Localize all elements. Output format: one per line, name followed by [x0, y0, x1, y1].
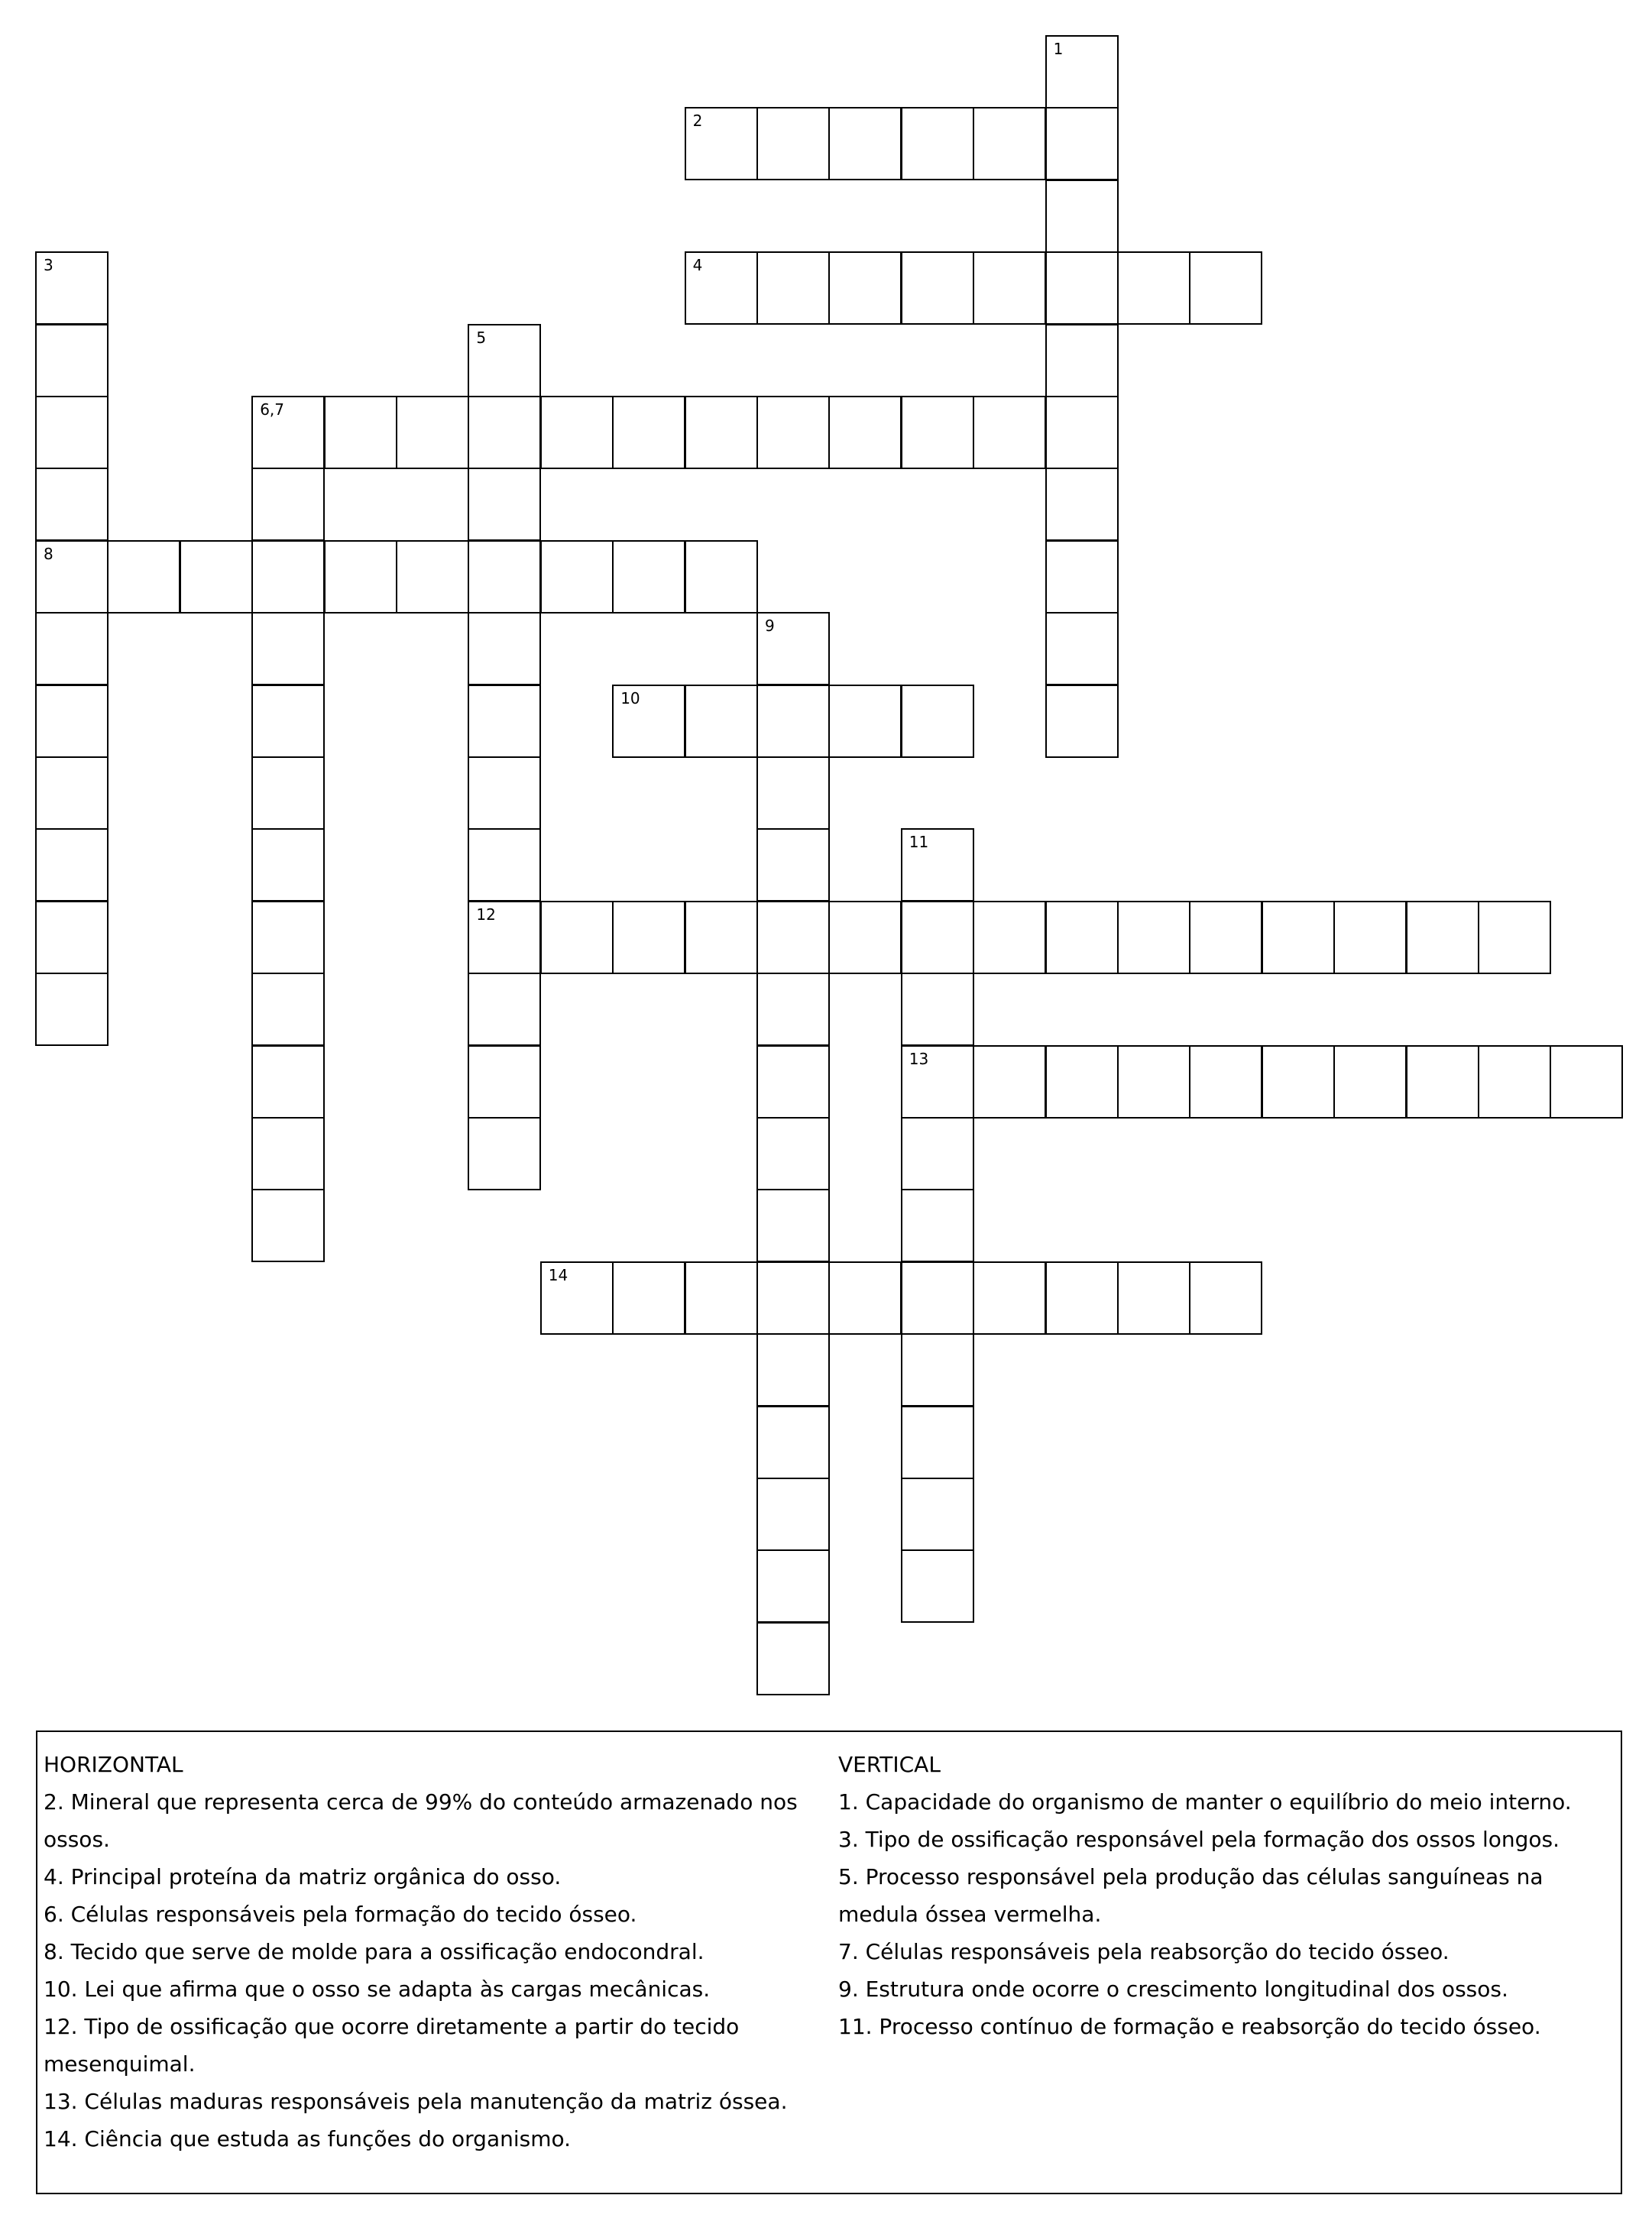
grid-cell-r12-c0[interactable] — [36, 902, 108, 973]
horizontal-clues — [44, 1746, 815, 2158]
clue-down-11: 11. Processo contínuo de formação e reabsorção do tecido ósseo. — [838, 2014, 1541, 2039]
grid-cell-r7-c1[interactable] — [108, 541, 180, 613]
grid-cell-r3-c13[interactable] — [973, 252, 1045, 324]
grid-cell-r12-c13[interactable] — [973, 902, 1045, 973]
grid-cell-r7-c8[interactable] — [613, 541, 685, 613]
grid-cell-r20-c12[interactable] — [902, 1478, 973, 1550]
grid-cell-r9-c3[interactable] — [252, 685, 324, 757]
grid-cell-r21-c10[interactable] — [757, 1550, 829, 1622]
clue-number-label: 12 — [476, 905, 496, 924]
grid-cell-r17-c12[interactable] — [902, 1262, 973, 1334]
clue-across-4: 4. Principal proteína da matriz orgânica do osso. — [44, 1864, 562, 1889]
grid-cell-r3-c10[interactable] — [757, 252, 829, 324]
grid-cell-r12-c15[interactable] — [1118, 902, 1190, 973]
grid-cell-r7-c4[interactable] — [325, 541, 397, 613]
grid-cell-r20-c10[interactable] — [757, 1478, 829, 1550]
grid-cell-r6-c14[interactable] — [1046, 468, 1118, 540]
grid-cell-r4-c0[interactable] — [36, 325, 108, 397]
grid-cell-r12-c20[interactable] — [1479, 902, 1550, 973]
grid-cell-r12-c19[interactable] — [1407, 902, 1479, 973]
grid-cell-r15-c3[interactable] — [252, 1118, 324, 1190]
grid-cell-r12-c16[interactable] — [1190, 902, 1262, 973]
grid-cell-r11-c0[interactable] — [36, 829, 108, 901]
grid-cell-r12-c18[interactable] — [1334, 902, 1406, 973]
grid-cell-r12-c11[interactable] — [829, 902, 901, 973]
grid-cell-r17-c15[interactable] — [1118, 1262, 1190, 1334]
grid-cell-r17-c16[interactable] — [1190, 1262, 1262, 1334]
grid-cell-r14-c21[interactable] — [1550, 1046, 1622, 1118]
grid-cell-r5-c11[interactable] — [829, 397, 901, 468]
clue-number-label: 14 — [548, 1265, 568, 1284]
grid-cell-r10-c0[interactable] — [36, 757, 108, 829]
grid-cell-r14-c13[interactable] — [973, 1046, 1045, 1118]
grid-cell-r5-c14[interactable] — [1046, 397, 1118, 468]
clue-across-10: 10. Lei que afirma que o osso se adapta às cargas mecânicas. — [44, 1977, 711, 2002]
grid-cell-r13-c6[interactable] — [468, 973, 540, 1045]
grid-cell-r7-c5[interactable] — [397, 541, 468, 613]
grid-cell-r1-c12[interactable] — [902, 108, 973, 180]
grid-cell-r1-c10[interactable] — [757, 108, 829, 180]
grid-cell-r21-c12[interactable] — [902, 1550, 973, 1622]
vertical-clues — [838, 1746, 1618, 2045]
grid-cell-r14-c14[interactable] — [1046, 1046, 1118, 1118]
grid-cell-r8-c6[interactable] — [468, 613, 540, 685]
clue-across-6: 6. Células responsáveis pela formação do tecido ósseo. — [44, 1902, 637, 1927]
grid-cell-r19-c10[interactable] — [757, 1407, 829, 1478]
clue-across-12: 12. Tipo de ossificação que ocorre diretamente a partir do tecido mesenquimal. — [44, 2014, 740, 2077]
grid-cell-r15-c12[interactable] — [902, 1118, 973, 1190]
grid-cell-r14-c10[interactable] — [757, 1046, 829, 1118]
grid-cell-r11-c3[interactable] — [252, 829, 324, 901]
grid-cell-r5-c9[interactable] — [685, 397, 757, 468]
grid-cell-r8-c3[interactable] — [252, 613, 324, 685]
clue-number-label: 1 — [1053, 40, 1064, 58]
grid-cell-r13-c0[interactable] — [36, 973, 108, 1045]
vertical-heading: VERTICAL — [838, 1752, 941, 1777]
grid-cell-r7-c14[interactable] — [1046, 541, 1118, 613]
grid-cell-r17-c10[interactable] — [757, 1262, 829, 1334]
grid-cell-r18-c10[interactable] — [757, 1334, 829, 1406]
grid-cell-r13-c3[interactable] — [252, 973, 324, 1045]
clue-across-14: 14. Ciência que estuda as funções do organismo. — [44, 2126, 572, 2151]
grid-cell-r12-c12[interactable] — [902, 902, 973, 973]
grid-cell-r12-c7[interactable] — [541, 902, 613, 973]
clue-number-label: 11 — [909, 833, 929, 852]
grid-cell-r16-c10[interactable] — [757, 1190, 829, 1261]
grid-cell-r12-c8[interactable] — [613, 902, 685, 973]
grid-cell-r3-c0[interactable] — [36, 252, 108, 324]
grid-cell-r6-c0[interactable] — [36, 468, 108, 540]
clue-down-5: 5. Processo responsável pela produção das células sanguíneas na medula óssea vermelha. — [838, 1864, 1543, 1927]
grid-cell-r3-c15[interactable] — [1118, 252, 1190, 324]
grid-cell-r11-c10[interactable] — [757, 829, 829, 901]
grid-cell-r16-c3[interactable] — [252, 1190, 324, 1261]
clue-down-3: 3. Tipo de ossificação responsável pela formação dos ossos longos. — [838, 1827, 1560, 1852]
grid-cell-r10-c3[interactable] — [252, 757, 324, 829]
grid-cell-r5-c7[interactable] — [541, 397, 613, 468]
grid-cell-r15-c10[interactable] — [757, 1118, 829, 1190]
grid-cell-r14-c19[interactable] — [1407, 1046, 1479, 1118]
grid-cell-r13-c10[interactable] — [757, 973, 829, 1045]
grid-cell-r6-c6[interactable] — [468, 468, 540, 540]
grid-cell-r9-c11[interactable] — [829, 685, 901, 757]
grid-cell-r10-c6[interactable] — [468, 757, 540, 829]
grid-cell-r17-c13[interactable] — [973, 1262, 1045, 1334]
grid-cell-r11-c12[interactable] — [902, 829, 973, 901]
grid-cell-r7-c2[interactable] — [180, 541, 252, 613]
grid-cell-r5-c8[interactable] — [613, 397, 685, 468]
grid-cell-r12-c6[interactable] — [468, 902, 540, 973]
grid-cell-r4-c6[interactable] — [468, 325, 540, 397]
grid-cell-r13-c12[interactable] — [902, 973, 973, 1045]
clue-number-label: 9 — [765, 617, 775, 636]
grid-cell-r11-c6[interactable] — [468, 829, 540, 901]
grid-cell-r6-c3[interactable] — [252, 468, 324, 540]
grid-cell-r7-c9[interactable] — [685, 541, 757, 613]
grid-cell-r14-c17[interactable] — [1262, 1046, 1334, 1118]
grid-cell-r8-c10[interactable] — [757, 613, 829, 685]
grid-cell-r5-c4[interactable] — [325, 397, 397, 468]
grid-cell-r12-c10[interactable] — [757, 902, 829, 973]
grid-cell-r5-c12[interactable] — [902, 397, 973, 468]
grid-cell-r7-c3[interactable] — [252, 541, 324, 613]
grid-cell-r9-c10[interactable] — [757, 685, 829, 757]
clue-number-label: 8 — [44, 544, 53, 563]
clue-number-label: 4 — [692, 256, 703, 275]
clue-across-13: 13. Células maduras responsáveis pela manutenção da matriz óssea. — [44, 2089, 788, 2114]
grid-cell-r9-c12[interactable] — [902, 685, 973, 757]
clue-across-2: 2. Mineral que representa cerca de 99% do conteúdo armazenado nos ossos. — [44, 1789, 798, 1852]
grid-cell-r17-c14[interactable] — [1046, 1262, 1118, 1334]
grid-cell-r4-c14[interactable] — [1046, 325, 1118, 397]
grid-cell-r8-c0[interactable] — [36, 613, 108, 685]
grid-cell-r3-c14[interactable] — [1046, 252, 1118, 324]
grid-cell-r17-c8[interactable] — [613, 1262, 685, 1334]
grid-cell-r10-c10[interactable] — [757, 757, 829, 829]
clue-down-1: 1. Capacidade do organismo de manter o equilíbrio do meio interno. — [838, 1789, 1572, 1815]
clue-across-8: 8. Tecido que serve de molde para a ossificação endocondral. — [44, 1939, 705, 1964]
clue-down-9: 9. Estrutura onde ocorre o crescimento longitudinal dos ossos. — [838, 1977, 1508, 2002]
grid-cell-r3-c12[interactable] — [902, 252, 973, 324]
grid-cell-r9-c8[interactable] — [613, 685, 685, 757]
grid-cell-r1-c9[interactable] — [685, 108, 757, 180]
grid-cell-r5-c10[interactable] — [757, 397, 829, 468]
grid-cell-r1-c14[interactable] — [1046, 108, 1118, 180]
grid-cell-r14-c20[interactable] — [1479, 1046, 1550, 1118]
grid-cell-r7-c0[interactable] — [36, 541, 108, 613]
clue-number-label: 5 — [476, 328, 487, 347]
grid-cell-r14-c15[interactable] — [1118, 1046, 1190, 1118]
grid-cell-r17-c11[interactable] — [829, 1262, 901, 1334]
horizontal-heading: HORIZONTAL — [44, 1752, 183, 1777]
clue-number-label: 3 — [44, 256, 53, 275]
grid-cell-r22-c10[interactable] — [757, 1623, 829, 1695]
grid-cell-r12-c9[interactable] — [685, 902, 757, 973]
grid-cell-r15-c6[interactable] — [468, 1118, 540, 1190]
grid-cell-r14-c12[interactable] — [902, 1046, 973, 1118]
grid-cell-r1-c11[interactable] — [829, 108, 901, 180]
grid-cell-r3-c11[interactable] — [829, 252, 901, 324]
grid-cell-r3-c9[interactable] — [685, 252, 757, 324]
grid-cell-r0-c14[interactable] — [1046, 36, 1118, 108]
grid-cell-r14-c18[interactable] — [1334, 1046, 1406, 1118]
grid-cell-r8-c14[interactable] — [1046, 613, 1118, 685]
clue-number-label: 2 — [692, 112, 703, 131]
grid-cell-r7-c7[interactable] — [541, 541, 613, 613]
grid-cell-r5-c3[interactable] — [252, 397, 324, 468]
grid-cell-r14-c16[interactable] — [1190, 1046, 1262, 1118]
grid-cell-r14-c3[interactable] — [252, 1046, 324, 1118]
grid-cell-r17-c9[interactable] — [685, 1262, 757, 1334]
grid-cell-r5-c0[interactable] — [36, 397, 108, 468]
grid-cell-r5-c6[interactable] — [468, 397, 540, 468]
grid-cell-r1-c13[interactable] — [973, 108, 1045, 180]
clue-box — [36, 1731, 1622, 2194]
grid-cell-r17-c7[interactable] — [541, 1262, 613, 1334]
grid-cell-r9-c9[interactable] — [685, 685, 757, 757]
clue-number-label: 13 — [909, 1049, 929, 1068]
clue-number-label: 6,7 — [260, 400, 284, 419]
grid-cell-r12-c17[interactable] — [1262, 902, 1334, 973]
grid-cell-r18-c12[interactable] — [902, 1334, 973, 1406]
clue-number-label: 10 — [620, 688, 640, 707]
grid-cell-r9-c0[interactable] — [36, 685, 108, 757]
grid-cell-r9-c14[interactable] — [1046, 685, 1118, 757]
grid-cell-r3-c16[interactable] — [1190, 252, 1262, 324]
grid-cell-r16-c12[interactable] — [902, 1190, 973, 1261]
grid-cell-r9-c6[interactable] — [468, 685, 540, 757]
grid-cell-r19-c12[interactable] — [902, 1407, 973, 1478]
grid-cell-r5-c13[interactable] — [973, 397, 1045, 468]
grid-cell-r12-c3[interactable] — [252, 902, 324, 973]
grid-cell-r7-c6[interactable] — [468, 541, 540, 613]
clue-down-7: 7. Células responsáveis pela reabsorção do tecido ósseo. — [838, 1939, 1450, 1964]
grid-cell-r2-c14[interactable] — [1046, 180, 1118, 252]
grid-cell-r14-c6[interactable] — [468, 1046, 540, 1118]
grid-cell-r12-c14[interactable] — [1046, 902, 1118, 973]
grid-cell-r5-c5[interactable] — [397, 397, 468, 468]
